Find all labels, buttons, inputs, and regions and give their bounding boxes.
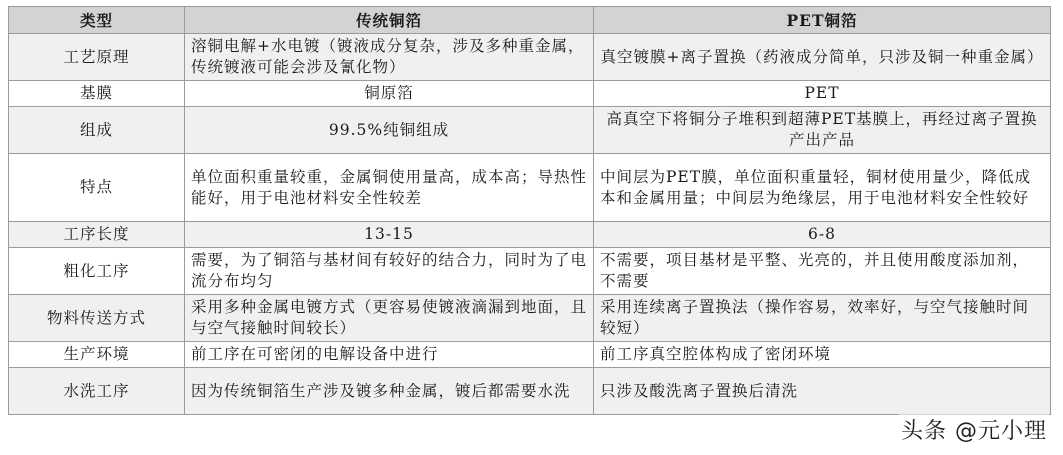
traditional-cell: 99.5%纯铜组成 bbox=[185, 107, 594, 154]
row-label: 工艺原理 bbox=[9, 34, 185, 81]
traditional-cell: 因为传统铜箔生产涉及镀多种金属，镀后都需要水洗 bbox=[185, 368, 594, 415]
header-type: 类型 bbox=[9, 7, 185, 34]
pet-cell: 只涉及酸洗离子置换后清洗 bbox=[594, 368, 1051, 415]
table-row bbox=[9, 34, 1051, 81]
pet-cell: PET bbox=[594, 81, 1051, 107]
traditional-cell: 13-15 bbox=[185, 222, 594, 248]
row-label: 基膜 bbox=[9, 81, 185, 107]
traditional-cell: 铜原箔 bbox=[185, 81, 594, 107]
table-row bbox=[9, 107, 1051, 154]
row-label: 特点 bbox=[9, 154, 185, 222]
row-label: 粗化工序 bbox=[9, 248, 185, 295]
pet-cell: 6-8 bbox=[594, 222, 1051, 248]
table-row bbox=[9, 342, 1051, 368]
traditional-cell: 前工序在可密闭的电解设备中进行 bbox=[185, 342, 594, 368]
pet-cell: 高真空下将铜分子堆积到超薄PET基膜上，再经过离子置换产出产品 bbox=[594, 107, 1051, 154]
table-row bbox=[9, 248, 1051, 295]
row-label: 水洗工序 bbox=[9, 368, 185, 415]
row-label: 生产环境 bbox=[9, 342, 185, 368]
table-row bbox=[9, 368, 1051, 415]
table-row bbox=[9, 81, 1051, 107]
row-label: 工序长度 bbox=[9, 222, 185, 248]
header-traditional-copper-foil: 传统铜箔 bbox=[185, 7, 594, 34]
pet-cell: 真空镀膜+离子置换（药液成分简单，只涉及铜一种重金属） bbox=[594, 34, 1051, 81]
traditional-cell: 采用多种金属电镀方式（更容易使镀液滴漏到地面，且与空气接触时间较长） bbox=[185, 295, 594, 342]
pet-cell: 采用连续离子置换法（操作容易，效率好，与空气接触时间较短） bbox=[594, 295, 1051, 342]
header-pet-copper-foil: PET铜箔 bbox=[594, 7, 1051, 34]
table-row bbox=[9, 295, 1051, 342]
table-row bbox=[9, 154, 1051, 222]
traditional-cell: 单位面积重量较重，金属铜使用量高，成本高；导热性能好，用于电池材料安全性较差 bbox=[185, 154, 594, 222]
comparison-table bbox=[8, 6, 1051, 415]
traditional-cell: 需要，为了铜箔与基材间有较好的结合力，同时为了电流分布均匀 bbox=[185, 248, 594, 295]
watermark: 头条 @元小理 bbox=[899, 414, 1049, 445]
pet-cell: 不需要，项目基材是平整、光亮的，并且使用酸度添加剂，不需要 bbox=[594, 248, 1051, 295]
pet-cell: 中间层为PET膜，单位面积重量轻，铜材使用量少，降低成本和金属用量；中间层为绝缘层，用于电池材料安全性较好 bbox=[594, 154, 1051, 222]
header-row bbox=[9, 7, 1051, 34]
row-label: 物料传送方式 bbox=[9, 295, 185, 342]
pet-cell: 前工序真空腔体构成了密闭环境 bbox=[594, 342, 1051, 368]
row-label: 组成 bbox=[9, 107, 185, 154]
traditional-cell: 溶铜电解+水电镀（镀液成分复杂，涉及多种重金属，传统镀液可能会涉及氰化物） bbox=[185, 34, 594, 81]
table-row bbox=[9, 222, 1051, 248]
